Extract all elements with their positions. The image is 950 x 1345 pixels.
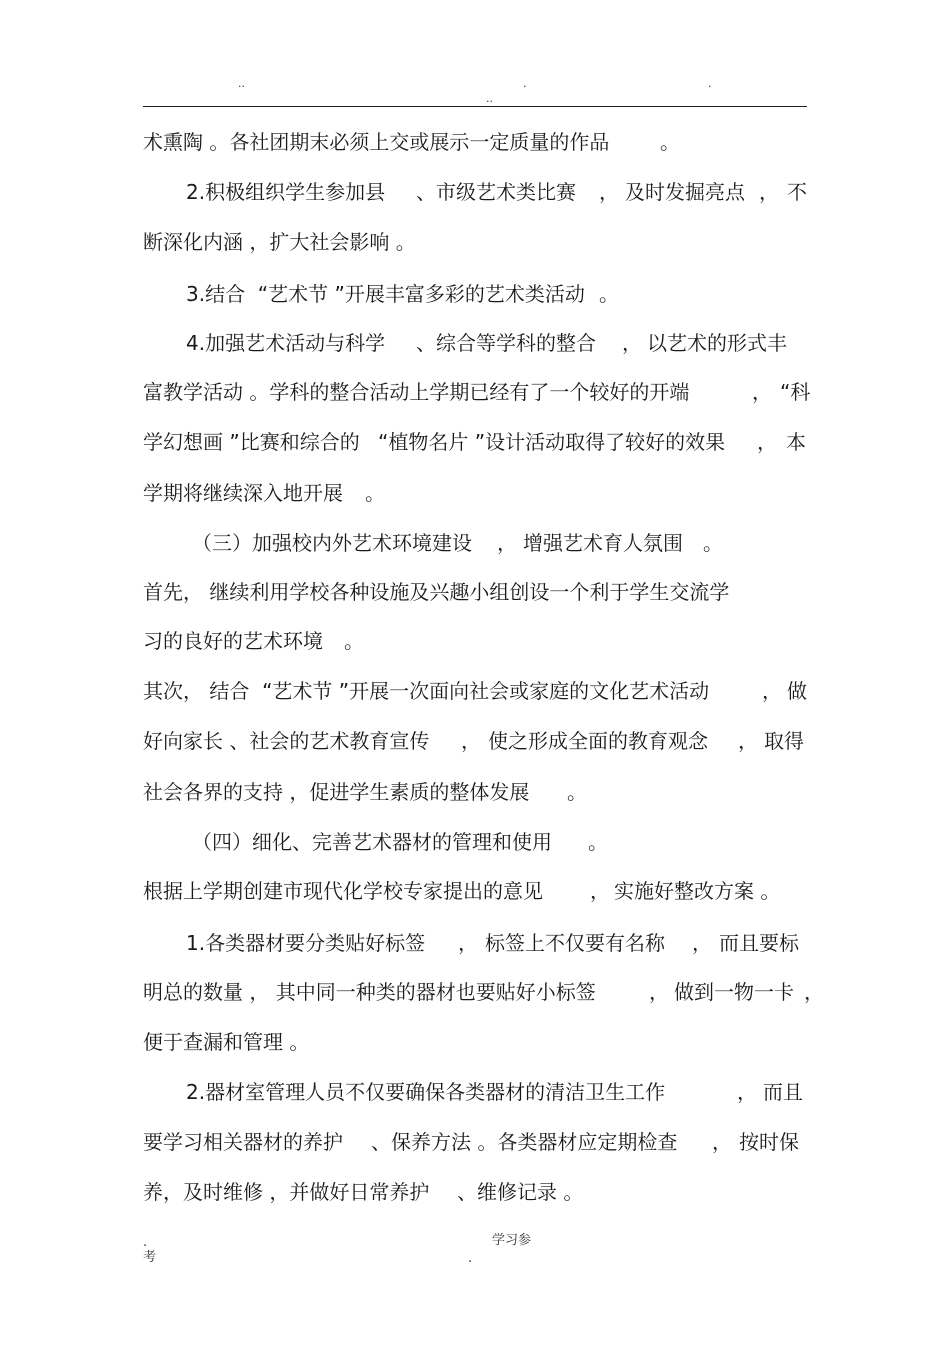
- text-segment: ，: [759, 180, 779, 204]
- text-segment: “科: [780, 380, 811, 404]
- footer-label: 学习参: [492, 1233, 532, 1248]
- text-segment: 本: [786, 430, 806, 454]
- footer-dot-center: .: [468, 1251, 473, 1266]
- text-segment: ，: [458, 931, 478, 955]
- text-segment: ，: [497, 531, 517, 555]
- text-segment: 、维修记录 。: [457, 1180, 584, 1204]
- text-segment: 做: [787, 679, 807, 703]
- text-line: [0, 127, 950, 157]
- text-segment: ，: [599, 180, 619, 204]
- text-line: [0, 726, 950, 756]
- text-segment: 及时发掘亮点: [625, 180, 745, 204]
- text-line: [0, 827, 950, 857]
- text-segment: 。: [660, 130, 680, 154]
- text-line: [0, 977, 950, 1007]
- text-segment: 。: [567, 780, 587, 804]
- text-line: [0, 427, 950, 457]
- text-line: [0, 928, 950, 958]
- header-dot-3: .: [708, 77, 712, 90]
- text-segment: 取得: [764, 729, 804, 753]
- text-segment: 。: [344, 629, 364, 653]
- header-rule: [143, 106, 807, 107]
- text-segment: 2.器材室管理人员不仅要确保各类器材的清洁卫生工作: [186, 1080, 666, 1104]
- header-dot-1: ..: [238, 77, 245, 90]
- text-line: [0, 777, 950, 807]
- text-segment: ，: [590, 879, 610, 903]
- text-segment: （三）加强校内外艺术环境建设: [192, 531, 472, 555]
- text-line: [0, 227, 950, 257]
- text-segment: 社会各界的支持 ，促进学生素质的整体发展: [143, 780, 530, 804]
- text-segment: 断深化内涵 ，扩大社会影响 。: [143, 230, 416, 254]
- text-line: [0, 626, 950, 656]
- text-segment: ，: [692, 931, 712, 955]
- text-segment: 、市级艺术类比赛: [416, 180, 576, 204]
- text-segment: 习的良好的艺术环境: [143, 629, 323, 653]
- text-line: [0, 1177, 950, 1207]
- text-segment: 首先， 继续利用学校各种设施及兴趣小组创设一个利于学生交流学: [143, 580, 730, 604]
- text-segment: 学期将继续深入地开展: [143, 481, 343, 505]
- text-segment: 4.加强艺术活动与科学: [186, 331, 386, 355]
- text-segment: （四）细化、完善艺术器材的管理和使用: [192, 830, 552, 854]
- text-segment: ，: [737, 1080, 757, 1104]
- text-segment: 不: [787, 180, 807, 204]
- text-segment: ，: [804, 980, 824, 1004]
- text-line: [0, 1027, 950, 1057]
- text-segment: 。: [703, 531, 723, 555]
- text-segment: 按时保: [739, 1130, 799, 1154]
- footer-dot-left: .: [143, 1235, 148, 1250]
- text-line: [0, 676, 950, 706]
- text-segment: ，: [762, 679, 782, 703]
- text-line: [0, 377, 950, 407]
- header-dot-4: ..: [486, 92, 493, 105]
- text-segment: ，: [752, 380, 772, 404]
- text-segment: 标签上不仅要有名称: [485, 931, 665, 955]
- text-line: [0, 1077, 950, 1107]
- text-line: [0, 478, 950, 508]
- text-segment: 而且要标: [719, 931, 799, 955]
- text-segment: ，: [738, 729, 758, 753]
- text-segment: 明总的数量 ， 其中同一种类的器材也要贴好小标签: [143, 980, 596, 1004]
- text-line: [0, 279, 950, 309]
- text-segment: 以艺术的形式丰: [647, 331, 787, 355]
- text-line: [0, 1127, 950, 1157]
- text-segment: 、综合等学科的整合: [416, 331, 596, 355]
- text-line: [0, 876, 950, 906]
- text-line: [0, 177, 950, 207]
- text-segment: 根据上学期创建市现代化学校专家提出的意见: [143, 879, 543, 903]
- text-segment: 2.积极组织学生参加县: [186, 180, 386, 204]
- text-segment: 富教学活动 。学科的整合活动上学期已经有了一个较好的开端: [143, 380, 690, 404]
- footer-page-char: 考: [143, 1250, 157, 1265]
- text-segment: 而且: [763, 1080, 803, 1104]
- text-segment: ，: [461, 729, 481, 753]
- text-segment: ，: [757, 430, 777, 454]
- text-segment: 便于查漏和管理 。: [143, 1030, 310, 1054]
- text-segment: 使之形成全面的教育观念: [488, 729, 708, 753]
- text-segment: 。: [599, 282, 619, 306]
- text-segment: 实施好整改方案 。: [614, 879, 781, 903]
- text-segment: 3.结合 “艺术节 ”开展丰富多彩的艺术类活动: [186, 282, 585, 306]
- text-segment: 学幻想画 ”比赛和综合的: [143, 430, 360, 454]
- text-line: [0, 528, 950, 558]
- text-segment: 其次， 结合 “艺术节 ”开展一次面向社会或家庭的文化艺术活动: [143, 679, 710, 703]
- text-segment: ，: [649, 980, 669, 1004]
- text-segment: 1.各类器材要分类贴好标签: [186, 931, 426, 955]
- text-segment: 好向家长 、社会的艺术教育宣传: [143, 729, 430, 753]
- text-segment: 。: [365, 481, 385, 505]
- text-segment: 、保养方法 。各类器材应定期检查: [371, 1130, 678, 1154]
- text-segment: 术熏陶 。各社团期末必须上交或展示一定质量的作品: [143, 130, 610, 154]
- text-segment: 做到一物一卡: [674, 980, 794, 1004]
- text-line: [0, 328, 950, 358]
- text-segment: 增强艺术育人氛围: [523, 531, 683, 555]
- text-line: [0, 577, 950, 607]
- text-segment: ，: [712, 1130, 732, 1154]
- header-dot-2: .: [523, 77, 527, 90]
- text-segment: “植物名片 ”设计活动取得了较好的效果: [378, 430, 726, 454]
- text-segment: 要学习相关器材的养护: [143, 1130, 343, 1154]
- text-segment: 。: [588, 830, 608, 854]
- text-segment: 养，及时维修 ，并做好日常养护: [143, 1180, 430, 1204]
- text-segment: ，: [622, 331, 642, 355]
